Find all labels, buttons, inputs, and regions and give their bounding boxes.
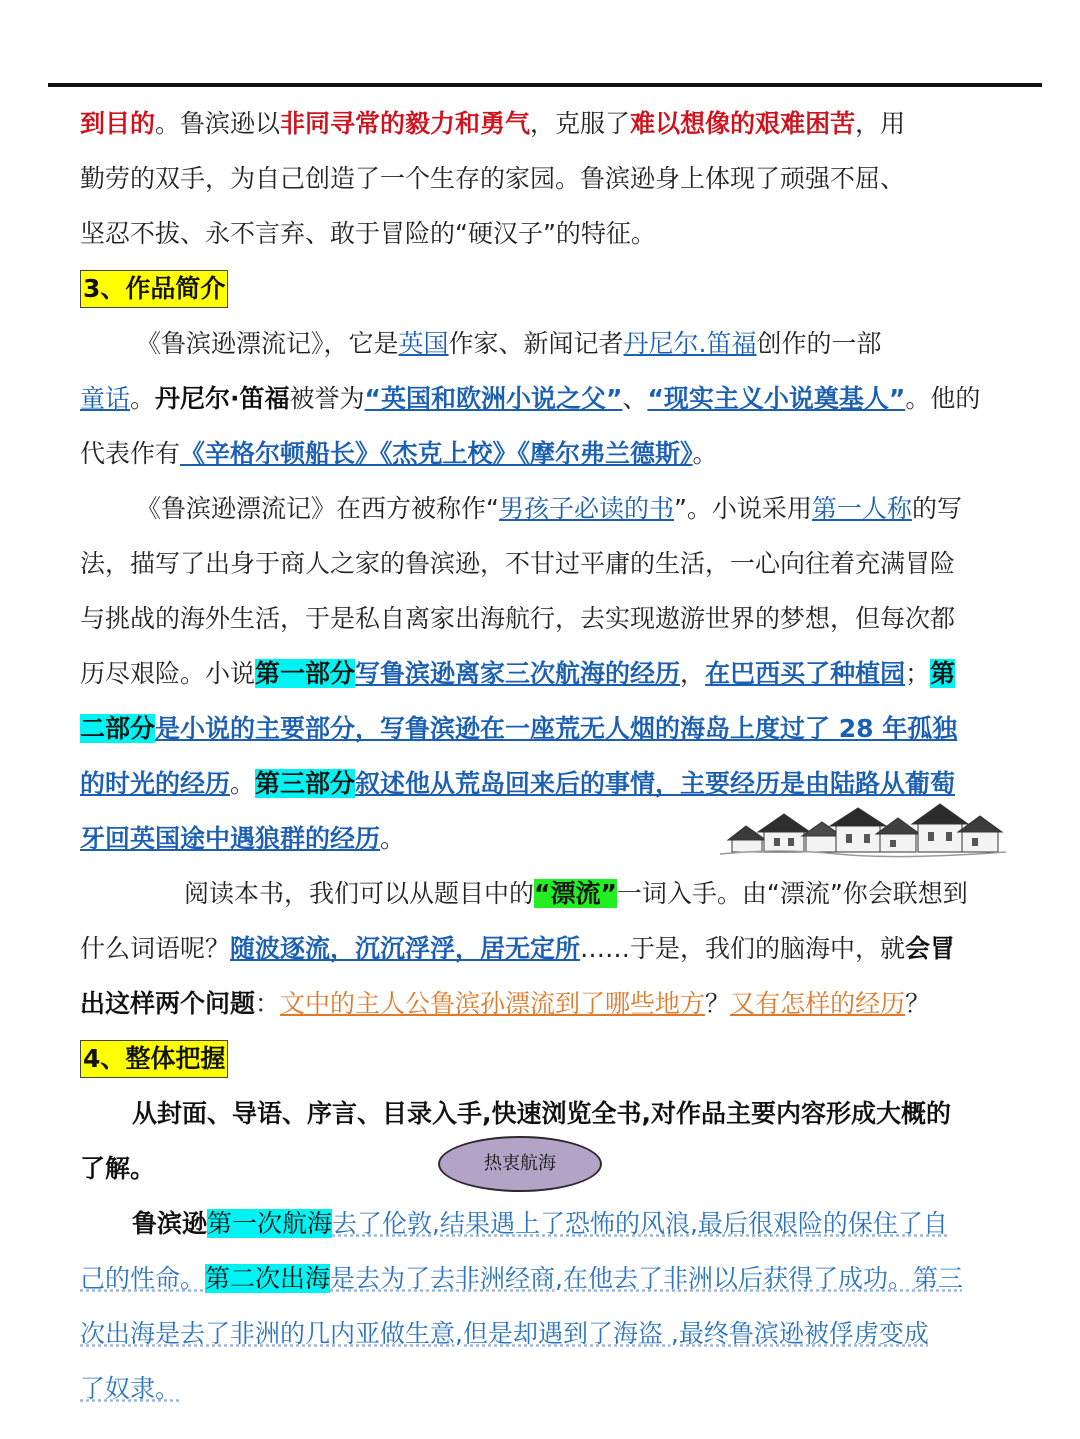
section-heading-3 [80,261,1004,316]
plot-line2: 法，描写了出身于商人之家的鲁滨逊，不甘过平庸的生活，一心向往着充满冒险 [80,549,956,578]
intro-line3: 代表作有《辛格尔顿船长》《杰克上校》《摩尔弗兰德斯》。 [80,439,718,468]
reading-line1: 阅读本书，我们可以从题目中的“漂流”一词入手。由“漂流”你会联想到 [184,879,968,908]
voyages-line4: 了奴隶。 [80,1374,181,1403]
voyages-line1: 鲁滨逊第一次航海去了伦敦,结果遇上了恐怖的风浪,最后很艰险的保住了自 [132,1209,948,1238]
heading-works-intro: 3、作品简介 [80,270,228,308]
intro-line1: 《鲁滨逊漂流记》，它是英国作家、新闻记者丹尼尔.笛福创作的一部 [136,329,882,358]
plot-line4: 历尽艰险。小说第一部分写鲁滨逊离家三次航海的经历，在巴西买了种植园；第 [80,659,956,688]
document-body [80,96,1004,1416]
plot-line1: 《鲁滨逊漂流记》在西方被称作“男孩子必读的书”。小说采用第一人称的写 [136,494,962,523]
overview-line2: 了解。 [80,1154,156,1183]
para1-line3: 坚忍不拔、永不言弃、敢于冒险的“硬汉子”的特征。 [80,219,656,248]
plot-line6: 的时光的经历。第三部分叙述他从荒岛回来后的事情，主要经历是由陆路从葡萄 [80,769,956,798]
passion-for-sailing-oval: 热衷航海 [438,1136,602,1192]
village-houses-illustration [718,796,1008,858]
reading-line3: 出这样两个问题：文中的主人公鲁滨孙漂流到了哪些地方？又有怎样的经历？ [80,989,931,1018]
heading-overall-grasp: 4、整体把握 [80,1040,228,1078]
plot-line3: 与挑战的海外生活，于是私自离家出海航行，去实现遨游世界的梦想，但每次都 [80,604,956,633]
section-heading-4 [80,1031,1004,1086]
para1-line2: 勤劳的双手，为自己创造了一个生存的家园。鲁滨逊身上体现了顽强不屈、 [80,164,906,193]
top-rule [48,83,1042,87]
plot-line7: 牙回英国途中遇狼群的经历。 [80,824,406,853]
voyages-line3: 次出海是去了非洲的几内亚做生意,但是却遇到了海盗 ,最终鲁滨逊被俘虏变成 [80,1319,929,1348]
para1-line1: 到目的。鲁滨逊以非同寻常的毅力和勇气，克服了难以想像的艰难困苦，用 [80,109,906,138]
overview-line1: 从封面、导语、序言、目录入手,快速浏览全书,对作品主要内容形成大概的 [132,1099,951,1128]
plot-line5: 二部分是小说的主要部分，写鲁滨逊在一座荒无人烟的海岛上度过了 28 年孤独 [80,714,958,743]
voyages-line2: 己的性命。第二次出海是去为了去非洲经商,在他去了非洲以后获得了成功。第三 [80,1264,963,1293]
intro-line2: 童话。丹尼尔·笛福被誉为“英国和欧洲小说之父”、“现实主义小说奠基人”。他的 [80,384,981,413]
reading-line2: 什么词语呢？随波逐流，沉沉浮浮，居无定所……于是，我们的脑海中，就会冒 [80,934,956,963]
